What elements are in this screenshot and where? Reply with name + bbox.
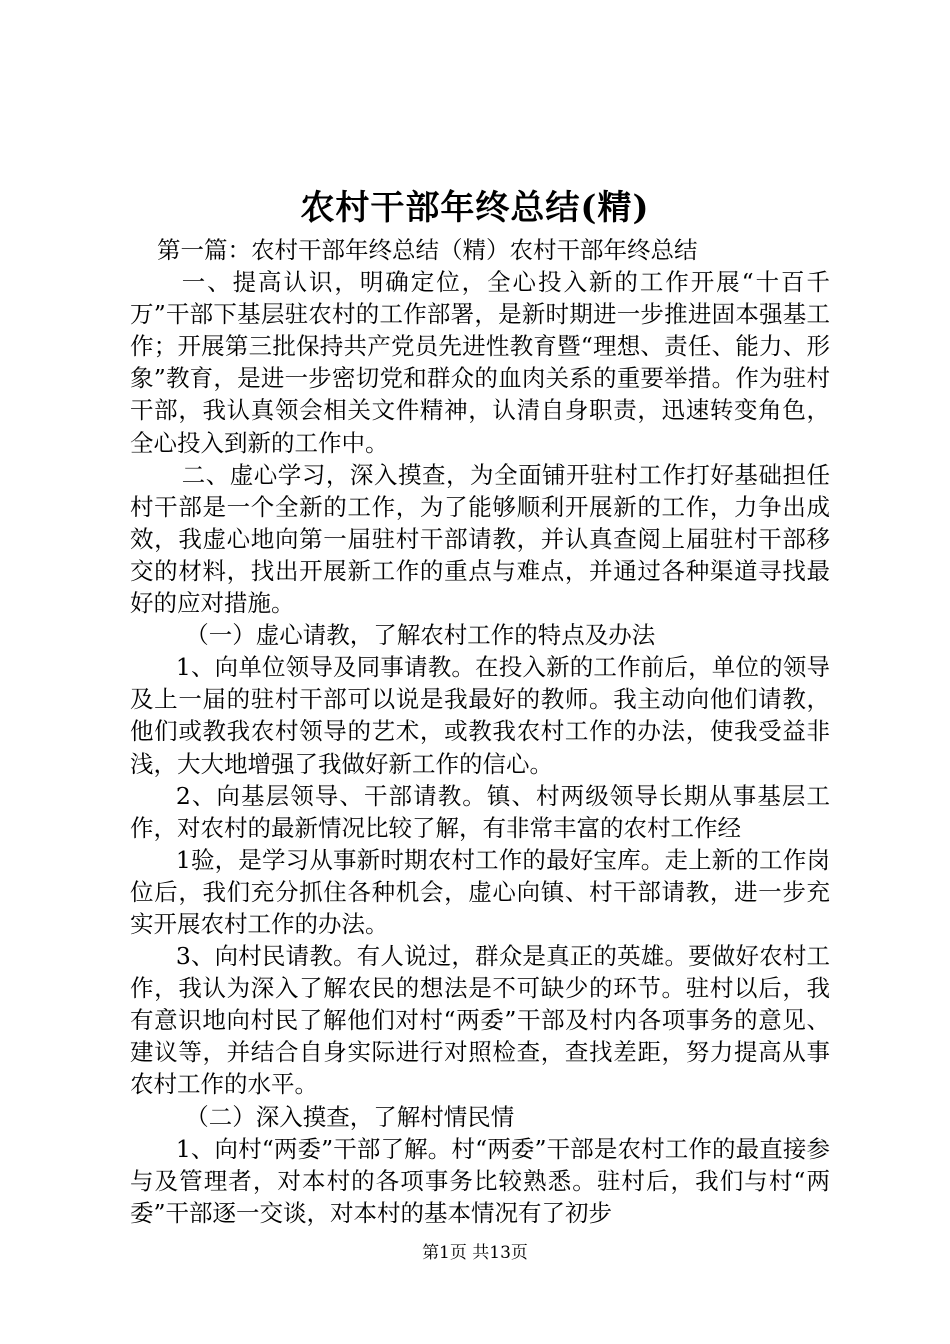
paragraph-2: 二、虚心学习，深入摸查，为全面铺开驻村工作打好基础担任村干部是一个全新的工作，为了能够顺利开展新的工作，力争出成效，我虚心地向第一届驻村干部请教，并认真查阅上届驻村干部移交的材料，找出开展新工作的重点与难点，并通过各种渠道寻找最好的应对措施。 xyxy=(130,460,830,618)
paragraph-subheading-1: （一）虚心请教，了解农村工作的特点及办法 xyxy=(185,621,656,650)
paragraph-item-1: 1、向单位领导及同事请教。在投入新的工作前后，单位的领导及上一届的驻村干部可以说是我最好的教师。我主动向他们请教，他们或教我农村领导的艺术，或教我农村工作的办法，使我受益非浅，大大地增强了我做好新工作的信心。 xyxy=(130,653,830,778)
paragraph-subheading-2: （二）深入摸查，了解村情民情 xyxy=(185,1102,515,1131)
document-body xyxy=(130,234,830,1229)
paragraph-1: 一、提高认识，明确定位，全心投入新的工作开展“十百千万”干部下基层驻农村的工作部署，是新时期进一步推进固本强基工作；开展第三批保持共产党员先进性教育暨“理想、责任、能力、形象”教育，是进一步密切党和群众的血肉关系的重要举措。作为驻村干部，我认真领会相关文件精神，认清自身职责，迅速转变角色，全心投入到新的工作中。 xyxy=(130,268,830,457)
paragraph-section-heading: 第一篇：农村干部年终总结（精）农村干部年终总结 xyxy=(157,236,698,264)
paragraph-item-4: 1、向村“两委”干部了解。村“两委”干部是农村工作的最直接参与及管理者，对本村的各项事务比较熟悉。驻村后，我们与村“两委”干部逐一交谈，对本村的基本情况有了初步 xyxy=(130,1134,830,1227)
paragraph-item-3: 3、向村民请教。有人说过，群众是真正的英雄。要做好农村工作，我认为深入了解农民的想法是不可缺少的环节。驻村以后，我有意识地向村民了解他们对村“两委”干部及村内各项事务的意见、建议等，并结合自身实际进行对照检查，查找差距，努力提高从事农村工作的水平。 xyxy=(130,942,830,1099)
document-title: 农村干部年终总结(精) xyxy=(300,188,650,228)
paragraph-item-2: 2、向基层领导、干部请教。镇、村两级领导长期从事基层工作，对农村的最新情况比较了解，有非常丰富的农村工作经 xyxy=(130,781,830,842)
page-number-footer: 第1页 共13页 xyxy=(422,1243,528,1263)
paragraph-item-2-continued: 1验，是学习从事新时期农村工作的最好宝库。走上新的工作岗位后，我们充分抓住各种机会，虚心向镇、村干部请教，进一步充实开展农村工作的办法。 xyxy=(130,845,830,938)
